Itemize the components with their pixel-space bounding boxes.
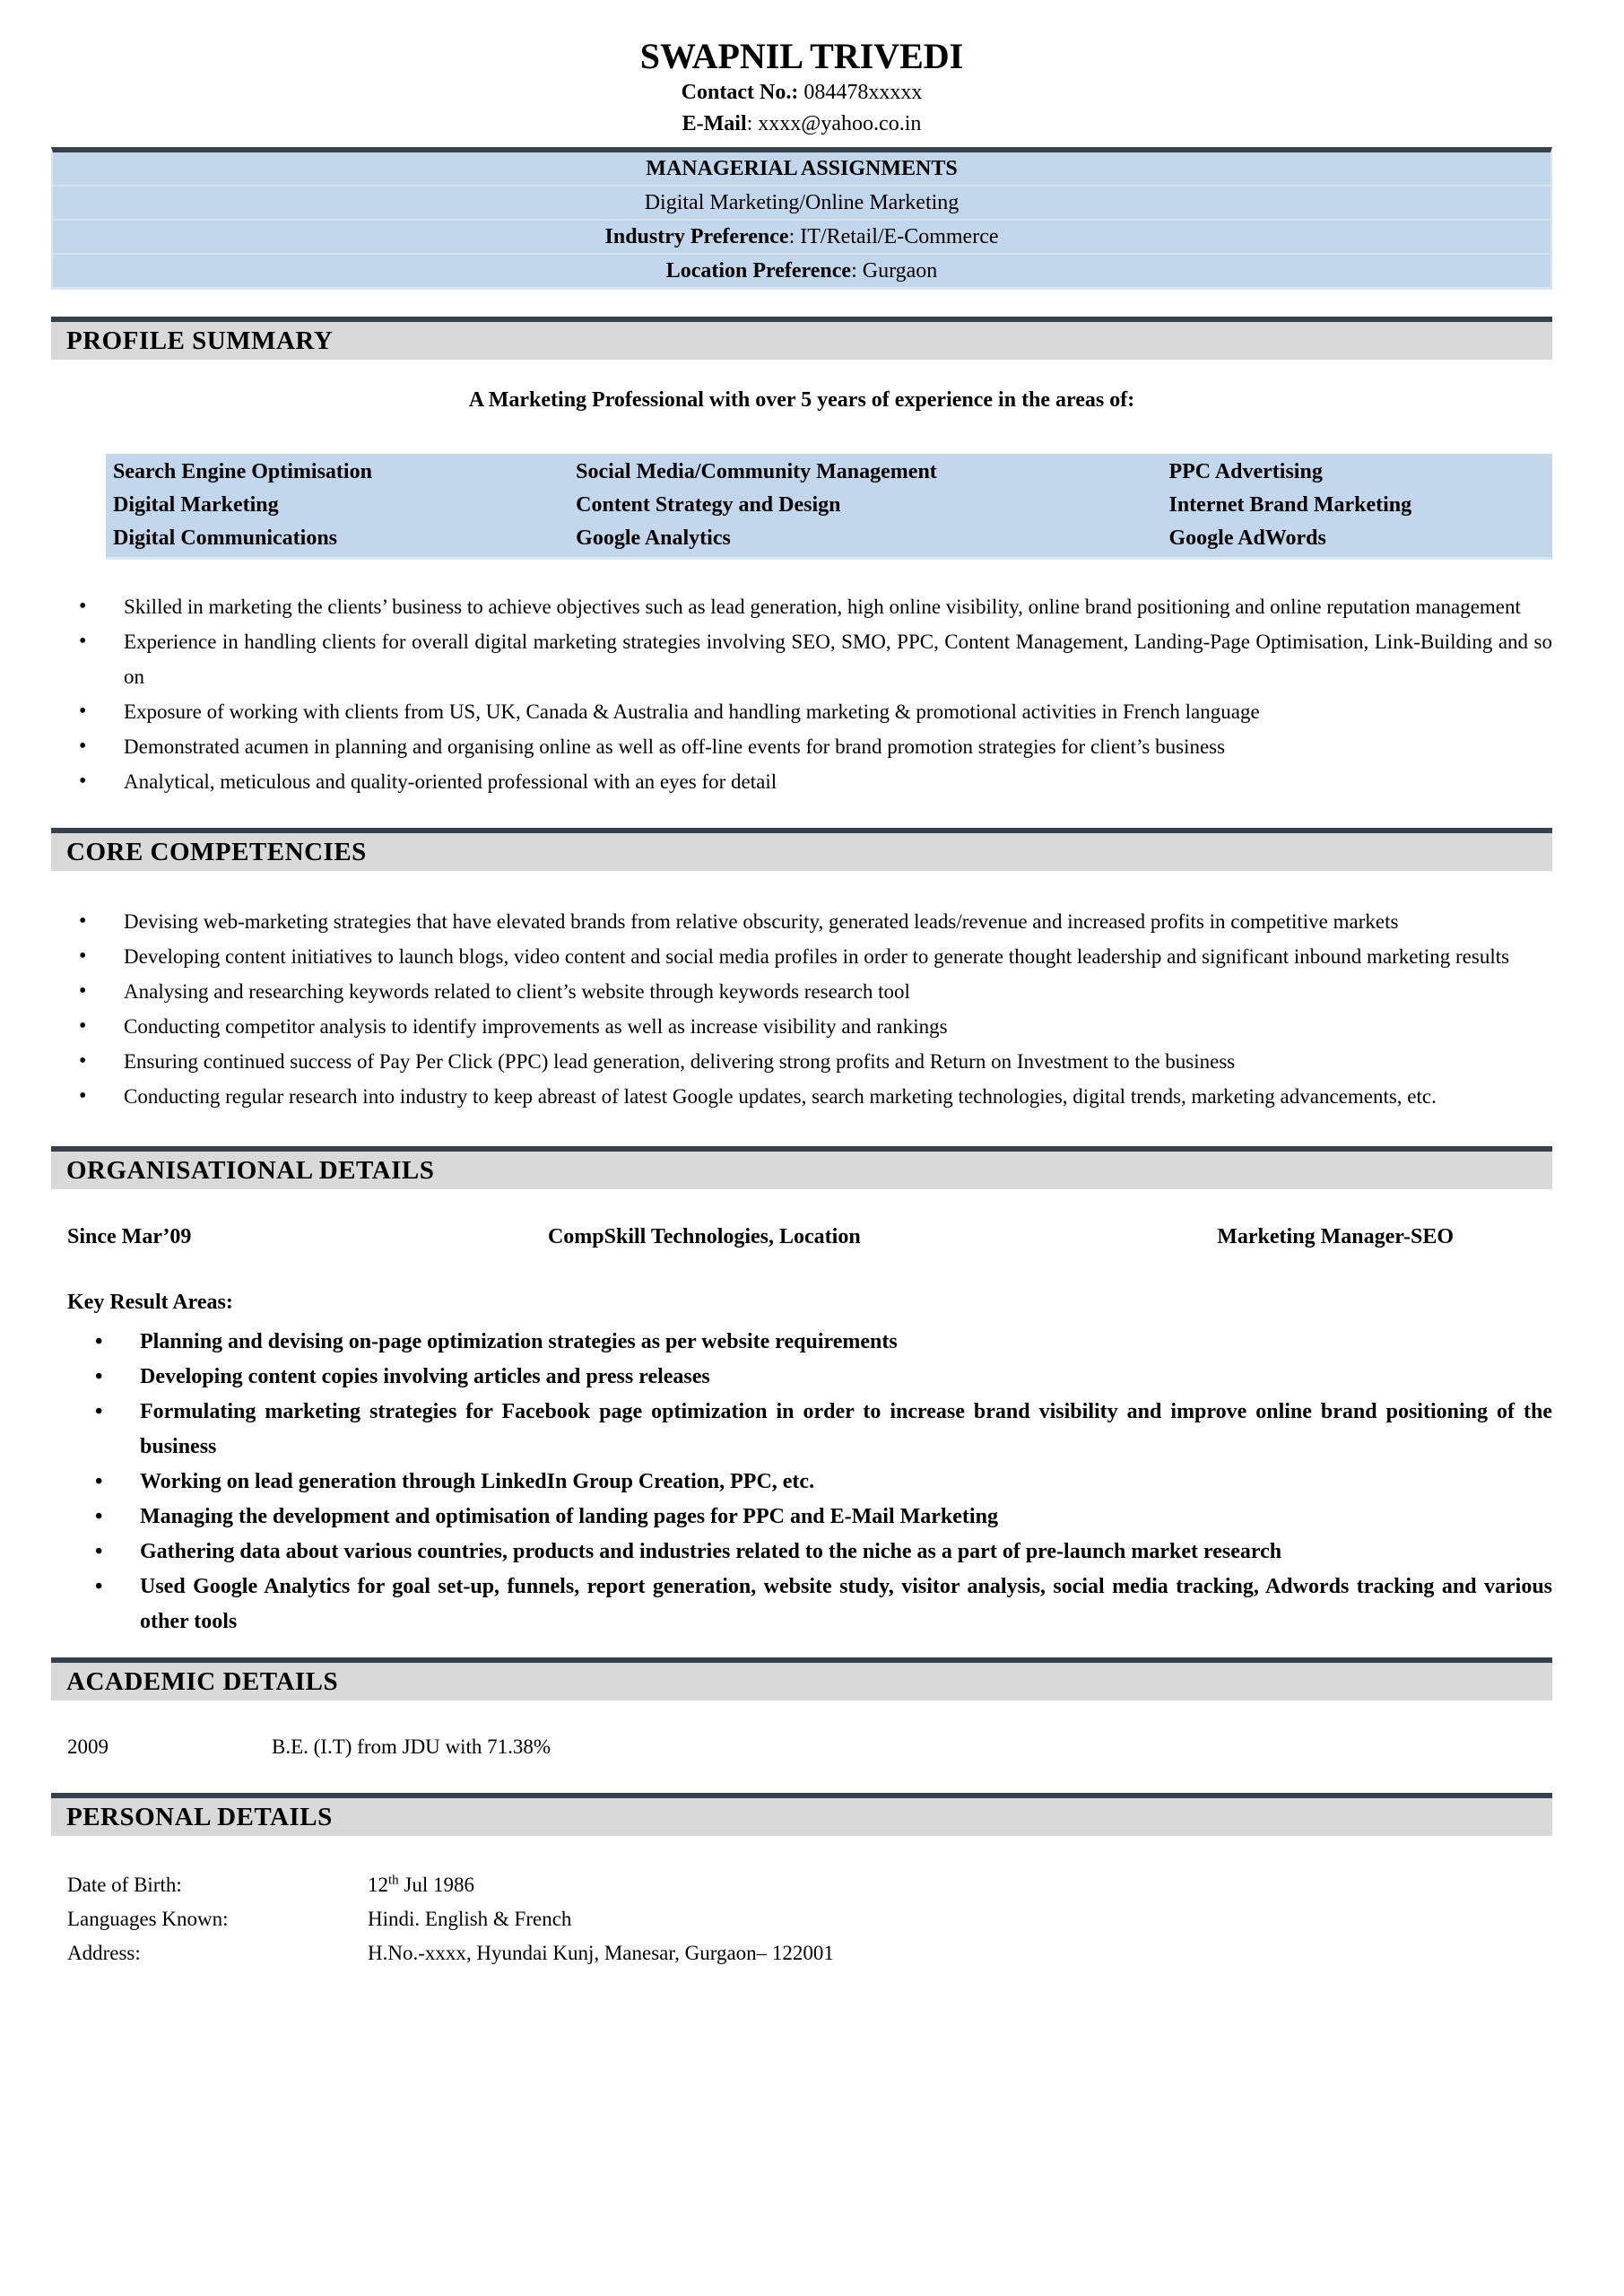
contact-value: 084478xxxxx (798, 81, 923, 104)
bullet-text: Ensuring continued success of Pay Per Click (PPC) lead generation, delivering strong profits and Return on Investment to the business (124, 1050, 1236, 1073)
skill-cell: Content Strategy and Design (576, 493, 841, 517)
bullet-text: Working on lead generation through LinkedIn Group Creation, PPC, etc. (140, 1470, 815, 1493)
bullet-text: Planning and devising on-page optimization strategies as per website requirements (140, 1330, 898, 1353)
bullet-item (67, 1360, 1552, 1395)
core-competencies-bullets (51, 904, 1552, 1114)
bullet-text: Gathering data about various countries, products and industries related to the niche as a part of pre-launch market research (140, 1540, 1282, 1563)
bullet-item (51, 1079, 1552, 1114)
address-row (67, 1936, 1552, 1970)
skill-cell: Social Media/Community Management (576, 460, 937, 483)
languages-label: Languages Known: (67, 1908, 229, 1930)
bullet-marker: • (79, 1084, 87, 1108)
dob-ordinal: th (388, 1873, 399, 1888)
address-label: Address: (67, 1942, 141, 1964)
job-title: Marketing Manager-SEO (1217, 1225, 1454, 1248)
bullet-item (67, 1325, 1552, 1360)
bullet-marker: • (79, 1049, 87, 1073)
bullet-text: Demonstrated acumen in planning and organising online as well as off-line events for brand promotion strategies for client’s business (124, 735, 1226, 758)
bullet-marker: • (79, 979, 87, 1003)
dob-rest: Jul 1986 (398, 1874, 475, 1896)
email-value: : xxxx@yahoo.co.in (746, 112, 922, 135)
qualification: B.E. (I.T) from JDU with 71.38% (272, 1735, 551, 1758)
bullet-item (51, 729, 1552, 764)
languages-row (67, 1902, 1552, 1936)
bullet-text: Exposure of working with clients from US, UK, Canada & Australia and handling marketing & promotional activities in French language (124, 700, 1260, 723)
skill-cell: Search Engine Optimisation (113, 460, 372, 483)
bullet-marker: • (95, 1505, 103, 1528)
section-title: ACADEMIC DETAILS (66, 1667, 339, 1696)
bullet-item (51, 589, 1552, 624)
skill-cell: PPC Advertising (1168, 460, 1323, 483)
skill-cell: Digital Communications (113, 526, 338, 550)
bullet-item (51, 624, 1552, 694)
bullet-item (51, 694, 1552, 729)
resume-header (51, 36, 1552, 140)
bullet-marker: • (79, 630, 87, 653)
bullet-marker: • (79, 735, 87, 758)
bullet-marker: • (95, 1470, 103, 1493)
bullet-text: Developing content initiatives to launch blogs, video content and social media profiles in order to generate thought leadership and significant inbound marketing results (124, 945, 1510, 968)
section-title: CORE COMPETENCIES (66, 838, 367, 866)
bullet-text: Formulating marketing strategies for Facebook page optimization in order to increase brand visibility and improve online brand positioning of the business (140, 1400, 1552, 1458)
personal-details-rows (67, 1868, 1552, 1970)
key-result-areas-bullets (67, 1325, 1552, 1639)
bullet-text: Experience in handling clients for overall digital marketing strategies involving SEO, SMO, PPC, Content Management, Landing-Page Optimisation, Link-Building and so on (124, 631, 1552, 688)
location-preference-label: Location Preference (665, 259, 852, 283)
contact-label: Contact No.: (681, 81, 799, 104)
bullet-text: Conducting regular research into industry to keep abreast of latest Google updates, search marketing technologies, digital trends, marketing advancements, etc. (124, 1085, 1437, 1108)
bullet-text: Used Google Analytics for goal set-up, funnels, report generation, website study, visitor analysis, social media tracking, Adwords tracking and various other tools (140, 1575, 1552, 1633)
bullet-item (51, 939, 1552, 974)
skills-table (106, 454, 1552, 560)
bullet-marker: • (79, 595, 87, 618)
banner-subtitle: Digital Marketing/Online Marketing (53, 187, 1550, 221)
banner-industry-preference (53, 221, 1550, 255)
section-header-profile-summary (51, 317, 1552, 360)
bullet-item (51, 764, 1552, 799)
profile-intro: A Marketing Professional with over 5 years of experience in the areas of: (468, 388, 1135, 412)
skill-cell: Digital Marketing (113, 493, 279, 517)
bullet-item (67, 1535, 1552, 1570)
section-title: PERSONAL DETAILS (66, 1803, 333, 1831)
section-title: PROFILE SUMMARY (66, 326, 334, 355)
key-result-areas-label: Key Result Areas: (67, 1291, 233, 1314)
banner-location-preference (53, 255, 1550, 287)
bullet-text: Managing the development and optimisation of landing pages for PPC and E-Mail Marketing (140, 1505, 998, 1528)
banner-title: MANAGERIAL ASSIGNMENTS (53, 152, 1550, 187)
bullet-item (67, 1500, 1552, 1535)
skill-cell: Google Analytics (576, 526, 731, 550)
graduation-year: 2009 (67, 1735, 109, 1758)
bullet-marker: • (79, 909, 87, 933)
date-of-birth-label: Date of Birth: (67, 1874, 182, 1896)
industry-preference-value: : IT/Retail/E-Commerce (788, 225, 999, 248)
academic-row (67, 1729, 1552, 1764)
date-of-birth-value (368, 1868, 474, 1902)
tenure: Since Mar’09 (67, 1225, 192, 1248)
bullet-text: Devising web-marketing strategies that have elevated brands from relative obscurity, generated leads/revenue and increased profits in competitive markets (124, 910, 1399, 933)
section-header-organisational-details (51, 1146, 1552, 1189)
candidate-name: SWAPNIL TRIVEDI (639, 36, 964, 76)
bullet-marker: • (95, 1540, 103, 1563)
bullet-marker: • (95, 1365, 103, 1388)
industry-preference-label: Industry Preference (604, 225, 789, 248)
bullet-item (51, 1044, 1552, 1079)
profile-summary-bullets (51, 589, 1552, 799)
contact-line (51, 77, 1552, 109)
dob-day: 12 (368, 1874, 388, 1896)
bullet-text: Developing content copies involving articles and press releases (140, 1365, 710, 1388)
bullet-text: Analytical, meticulous and quality-oriented professional with an eyes for detail (124, 770, 777, 793)
bullet-marker: • (95, 1400, 103, 1423)
bullet-item (67, 1465, 1552, 1500)
skill-cell: Google AdWords (1168, 526, 1326, 550)
bullet-item (51, 1009, 1552, 1044)
bullet-item (67, 1395, 1552, 1465)
bullet-item (51, 904, 1552, 939)
bullet-item (67, 1570, 1552, 1639)
organisation-row (67, 1220, 1552, 1255)
date-of-birth-row (67, 1868, 1552, 1902)
bullet-marker: • (79, 770, 87, 793)
section-header-academic-details (51, 1657, 1552, 1700)
bullet-item (51, 974, 1552, 1009)
bullet-marker: • (95, 1575, 103, 1598)
email-label: E-Mail (682, 112, 747, 135)
section-title: ORGANISATIONAL DETAILS (66, 1156, 435, 1185)
bullet-marker: • (79, 944, 87, 968)
bullet-marker: • (79, 1014, 87, 1038)
email-line (51, 109, 1552, 140)
skill-cell: Internet Brand Marketing (1168, 493, 1412, 517)
assignment-banner (51, 147, 1552, 290)
bullet-marker: • (95, 1330, 103, 1353)
bullet-text: Conducting competitor analysis to identify improvements as well as increase visibility and rankings (124, 1015, 948, 1038)
location-preference-value: : Gurgaon (851, 259, 938, 283)
bullet-text: Skilled in marketing the clients’ business to achieve objectives such as lead generation, high online visibility, online brand positioning and online reputation management (124, 596, 1521, 618)
section-header-personal-details (51, 1793, 1552, 1836)
company-name: CompSkill Technologies, Location (547, 1225, 861, 1248)
bullet-marker: • (79, 700, 87, 723)
languages-value: Hindi. English & French (368, 1908, 572, 1930)
section-header-core-competencies (51, 828, 1552, 871)
address-value: H.No.-xxxx, Hyundai Kunj, Manesar, Gurgaon– 122001 (368, 1942, 834, 1964)
bullet-text: Analysing and researching keywords related to client’s website through keywords research tool (124, 980, 910, 1003)
